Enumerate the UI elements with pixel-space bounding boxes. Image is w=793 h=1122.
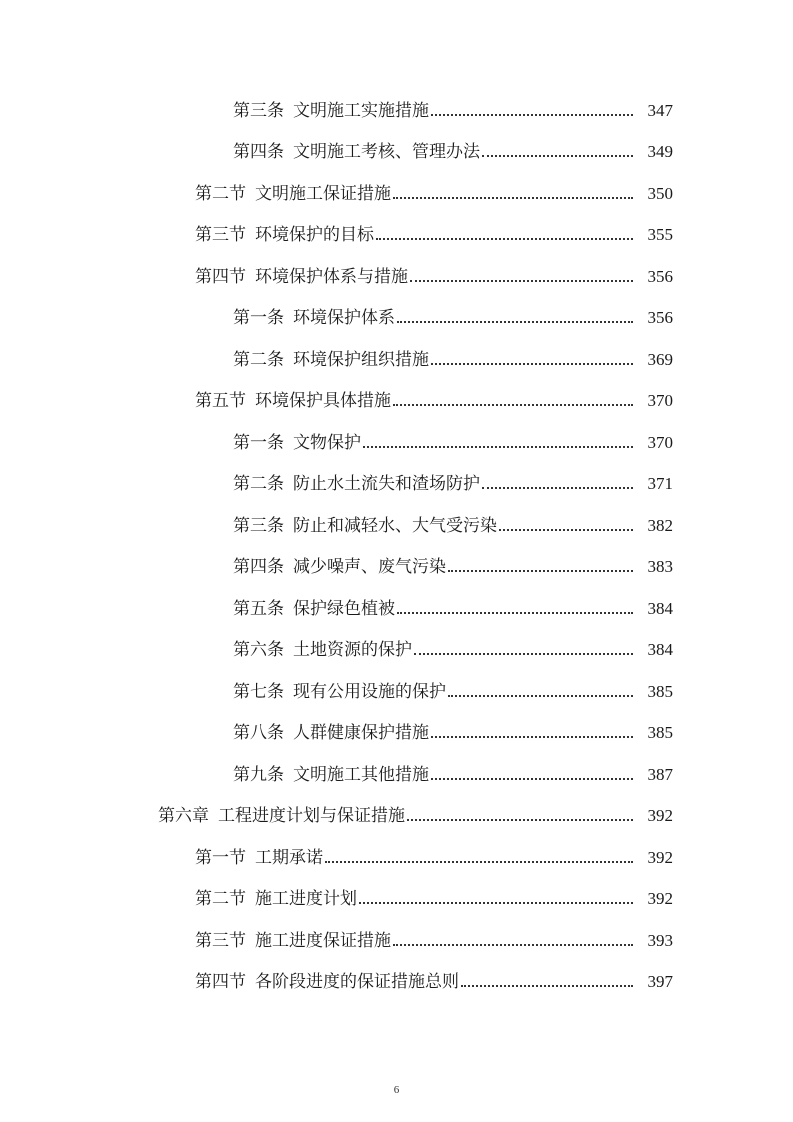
dot-leader (393, 404, 633, 406)
toc-entry-page: 369 (647, 349, 673, 369)
toc-entry-number: 第七条 (233, 681, 284, 702)
toc-entry-title: 人群健康保护措施 (293, 723, 429, 744)
toc-entry[interactable] (0, 754, 793, 796)
toc-entry-number: 第二节 (195, 183, 246, 204)
toc-entry[interactable] (0, 630, 793, 672)
toc-entry-page: 397 (647, 972, 673, 992)
toc-entry-page: 350 (647, 183, 673, 203)
dot-leader (461, 985, 633, 987)
toc-entry-number: 第六条 (233, 640, 284, 661)
toc-entry-title: 环境保护体系与措施 (255, 266, 408, 287)
toc-entry-number: 第五节 (195, 391, 246, 412)
toc-entry[interactable] (0, 713, 793, 755)
toc-entry-title: 环境保护体系 (293, 308, 395, 329)
toc-entry-page: 387 (647, 764, 673, 784)
toc-entry-title: 文明施工其他措施 (293, 764, 429, 785)
toc-entry-page: 392 (647, 806, 673, 826)
toc-entry-number: 第三条 (233, 515, 284, 536)
dot-leader (482, 487, 633, 489)
toc-entry-number: 第九条 (233, 764, 284, 785)
toc-entry-title: 施工进度保证措施 (255, 930, 391, 951)
toc-entry[interactable] (0, 879, 793, 921)
toc-entry[interactable] (0, 920, 793, 962)
dot-leader (410, 280, 633, 282)
toc-entry-title: 环境保护组织措施 (293, 349, 429, 370)
toc-entry-title: 现有公用设施的保护 (293, 681, 446, 702)
toc-entry-page: 355 (647, 225, 673, 245)
toc-entry-page: 384 (647, 598, 673, 618)
dot-leader (431, 363, 633, 365)
dot-leader (376, 238, 633, 240)
dot-leader (431, 114, 633, 116)
toc-entry[interactable] (0, 588, 793, 630)
toc-entry-title: 文明施工实施措施 (293, 100, 429, 121)
toc-entry[interactable] (0, 173, 793, 215)
toc-entry-number: 第三条 (233, 100, 284, 121)
toc-entry-number: 第六章 (158, 806, 209, 827)
dot-leader (393, 197, 633, 199)
toc-entry-title: 防止和减轻水、大气受污染 (293, 515, 497, 536)
toc-entry-number: 第三节 (195, 225, 246, 246)
toc-entry-number: 第二条 (233, 474, 284, 495)
toc-entry-page: 384 (647, 640, 673, 660)
toc-entry-page: 370 (647, 432, 673, 452)
toc-entry-number: 第一条 (233, 432, 284, 453)
toc-entry-title: 文明施工保证措施 (255, 183, 391, 204)
toc-entry-title: 减少噪声、废气污染 (293, 557, 446, 578)
dot-leader (407, 819, 633, 821)
toc-entry[interactable] (0, 132, 793, 174)
dot-leader (431, 736, 633, 738)
dot-leader (325, 861, 633, 863)
toc-entry-page: 349 (647, 142, 673, 162)
toc-entry[interactable] (0, 256, 793, 298)
toc-entry[interactable] (0, 547, 793, 589)
toc-entry-number: 第一条 (233, 308, 284, 329)
toc-entry-page: 392 (647, 889, 673, 909)
dot-leader (482, 155, 633, 157)
toc-entry-title: 各阶段进度的保证措施总则 (255, 972, 459, 993)
toc-entry-number: 第五条 (233, 598, 284, 619)
toc-entry[interactable] (0, 796, 793, 838)
toc-entry-number: 第四节 (195, 266, 246, 287)
toc-entry[interactable] (0, 505, 793, 547)
toc-entry-page: 385 (647, 723, 673, 743)
toc-entry[interactable] (0, 464, 793, 506)
toc-entry-title: 环境保护具体措施 (255, 391, 391, 412)
table-of-contents (0, 90, 793, 1003)
toc-entry-title: 施工进度计划 (255, 889, 357, 910)
dot-leader (363, 446, 633, 448)
toc-entry-title: 保护绿色植被 (293, 598, 395, 619)
toc-entry-page: 393 (647, 930, 673, 950)
toc-entry-number: 第三节 (195, 930, 246, 951)
toc-entry[interactable] (0, 215, 793, 257)
toc-entry-page: 356 (647, 266, 673, 286)
toc-entry-title: 防止水土流失和渣场防护 (293, 474, 480, 495)
toc-entry[interactable] (0, 90, 793, 132)
dot-leader (393, 944, 633, 946)
dot-leader (359, 902, 633, 904)
toc-entry[interactable] (0, 339, 793, 381)
toc-entry-page: 385 (647, 681, 673, 701)
toc-entry-page: 383 (647, 557, 673, 577)
toc-entry-page: 392 (647, 847, 673, 867)
toc-entry-number: 第四节 (195, 972, 246, 993)
toc-entry[interactable] (0, 422, 793, 464)
toc-entry[interactable] (0, 671, 793, 713)
toc-entry-title: 工程进度计划与保证措施 (218, 806, 405, 827)
toc-entry-title: 工期承诺 (255, 847, 323, 868)
dot-leader (397, 321, 633, 323)
toc-entry-number: 第四条 (233, 557, 284, 578)
toc-entry-number: 第二节 (195, 889, 246, 910)
dot-leader (414, 653, 633, 655)
toc-entry-number: 第一节 (195, 847, 246, 868)
toc-entry-page: 347 (647, 100, 673, 120)
toc-entry-page: 382 (647, 515, 673, 535)
toc-entry-page: 356 (647, 308, 673, 328)
toc-entry-title: 环境保护的目标 (255, 225, 374, 246)
toc-entry-title: 土地资源的保护 (293, 640, 412, 661)
dot-leader (448, 695, 633, 697)
toc-entry[interactable] (0, 381, 793, 423)
toc-entry-number: 第八条 (233, 723, 284, 744)
dot-leader (448, 570, 633, 572)
dot-leader (499, 529, 633, 531)
toc-entry-page: 371 (647, 474, 673, 494)
toc-entry[interactable] (0, 962, 793, 1004)
toc-entry-title: 文物保护 (293, 432, 361, 453)
toc-entry-page: 370 (647, 391, 673, 411)
toc-entry[interactable] (0, 298, 793, 340)
dot-leader (397, 612, 633, 614)
dot-leader (431, 778, 633, 780)
toc-entry-number: 第四条 (233, 142, 284, 163)
toc-entry-number: 第二条 (233, 349, 284, 370)
page-number: 6 (393, 1084, 400, 1096)
toc-entry[interactable] (0, 837, 793, 879)
toc-entry-title: 文明施工考核、管理办法 (293, 142, 480, 163)
